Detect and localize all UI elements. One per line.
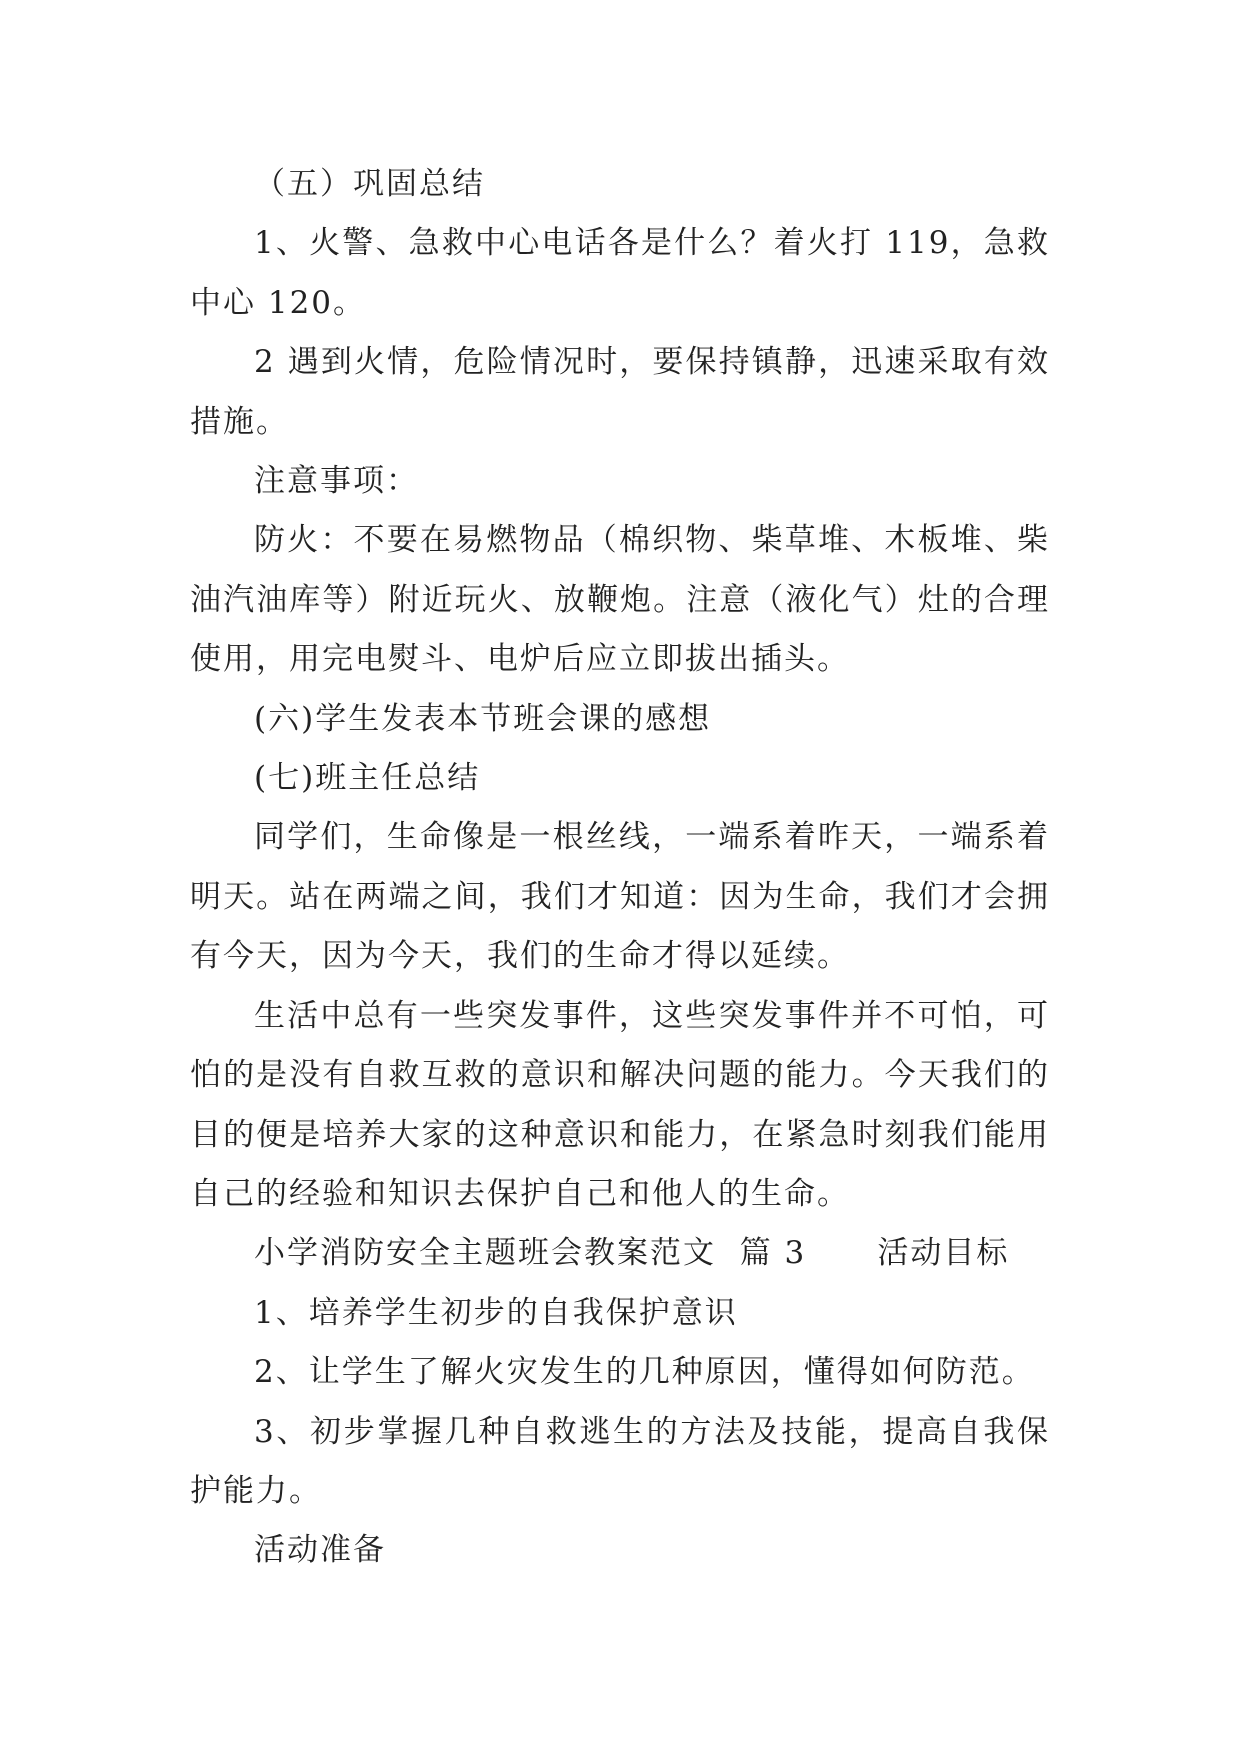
section-heading-consolidation: （五）巩固总结 <box>254 166 485 202</box>
section-heading-teacher-summary: (七)班主任总结 <box>254 760 481 797</box>
paragraph-emergencies: 生活中总有一些突发事件，这些突发事件并不可怕，可怕的是没有自救互救的意识和解决问题的能力。今天我们的目的便是培养大家的这种意识和能力，在紧急时刻我们能用自己的经验和知识去保护自己和他人的生命。 <box>190 997 1050 1212</box>
section-heading-student-reflection: (六)学生发表本节班会课的感想 <box>254 700 712 737</box>
paragraph-emergency-numbers: 1、火警、急救中心电话各是什么？着火打 119，急救中心 120。 <box>190 225 1050 321</box>
paragraph-fire-prevention: 防火：不要在易燃物品（棉织物、柴草堆、木板堆、柴油汽油库等）附近玩火、放鞭炮。注意（液化气）灶的合理使用，用完电熨斗、电炉后应立即拔出插头。 <box>190 522 1050 678</box>
document-body <box>190 155 1050 1581</box>
goal-item-1: 1、培养学生初步的自我保护意识 <box>254 1294 738 1331</box>
paragraph-life-thread: 同学们，生命像是一根丝线，一端系着昨天，一端系着明天。站在两端之间，我们才知道：因为生命，我们才会拥有今天，因为今天，我们的生命才得以延续。 <box>190 819 1050 975</box>
goal-item-2: 2、让学生了解火灾发生的几种原因，懂得如何防范。 <box>254 1354 1035 1391</box>
goal-item-3: 3、初步掌握几种自救逃生的方法及技能，提高自我保护能力。 <box>190 1413 1050 1509</box>
article-title-part-3: 小学消防安全主题班会教案范文 篇 3 活动目标 <box>254 1235 1010 1272</box>
paragraph-stay-calm: 2 遇到火情，危险情况时，要保持镇静，迅速采取有效措施。 <box>190 344 1050 440</box>
notes-heading: 注意事项： <box>254 463 419 500</box>
section-heading-preparation: 活动准备 <box>254 1532 386 1569</box>
